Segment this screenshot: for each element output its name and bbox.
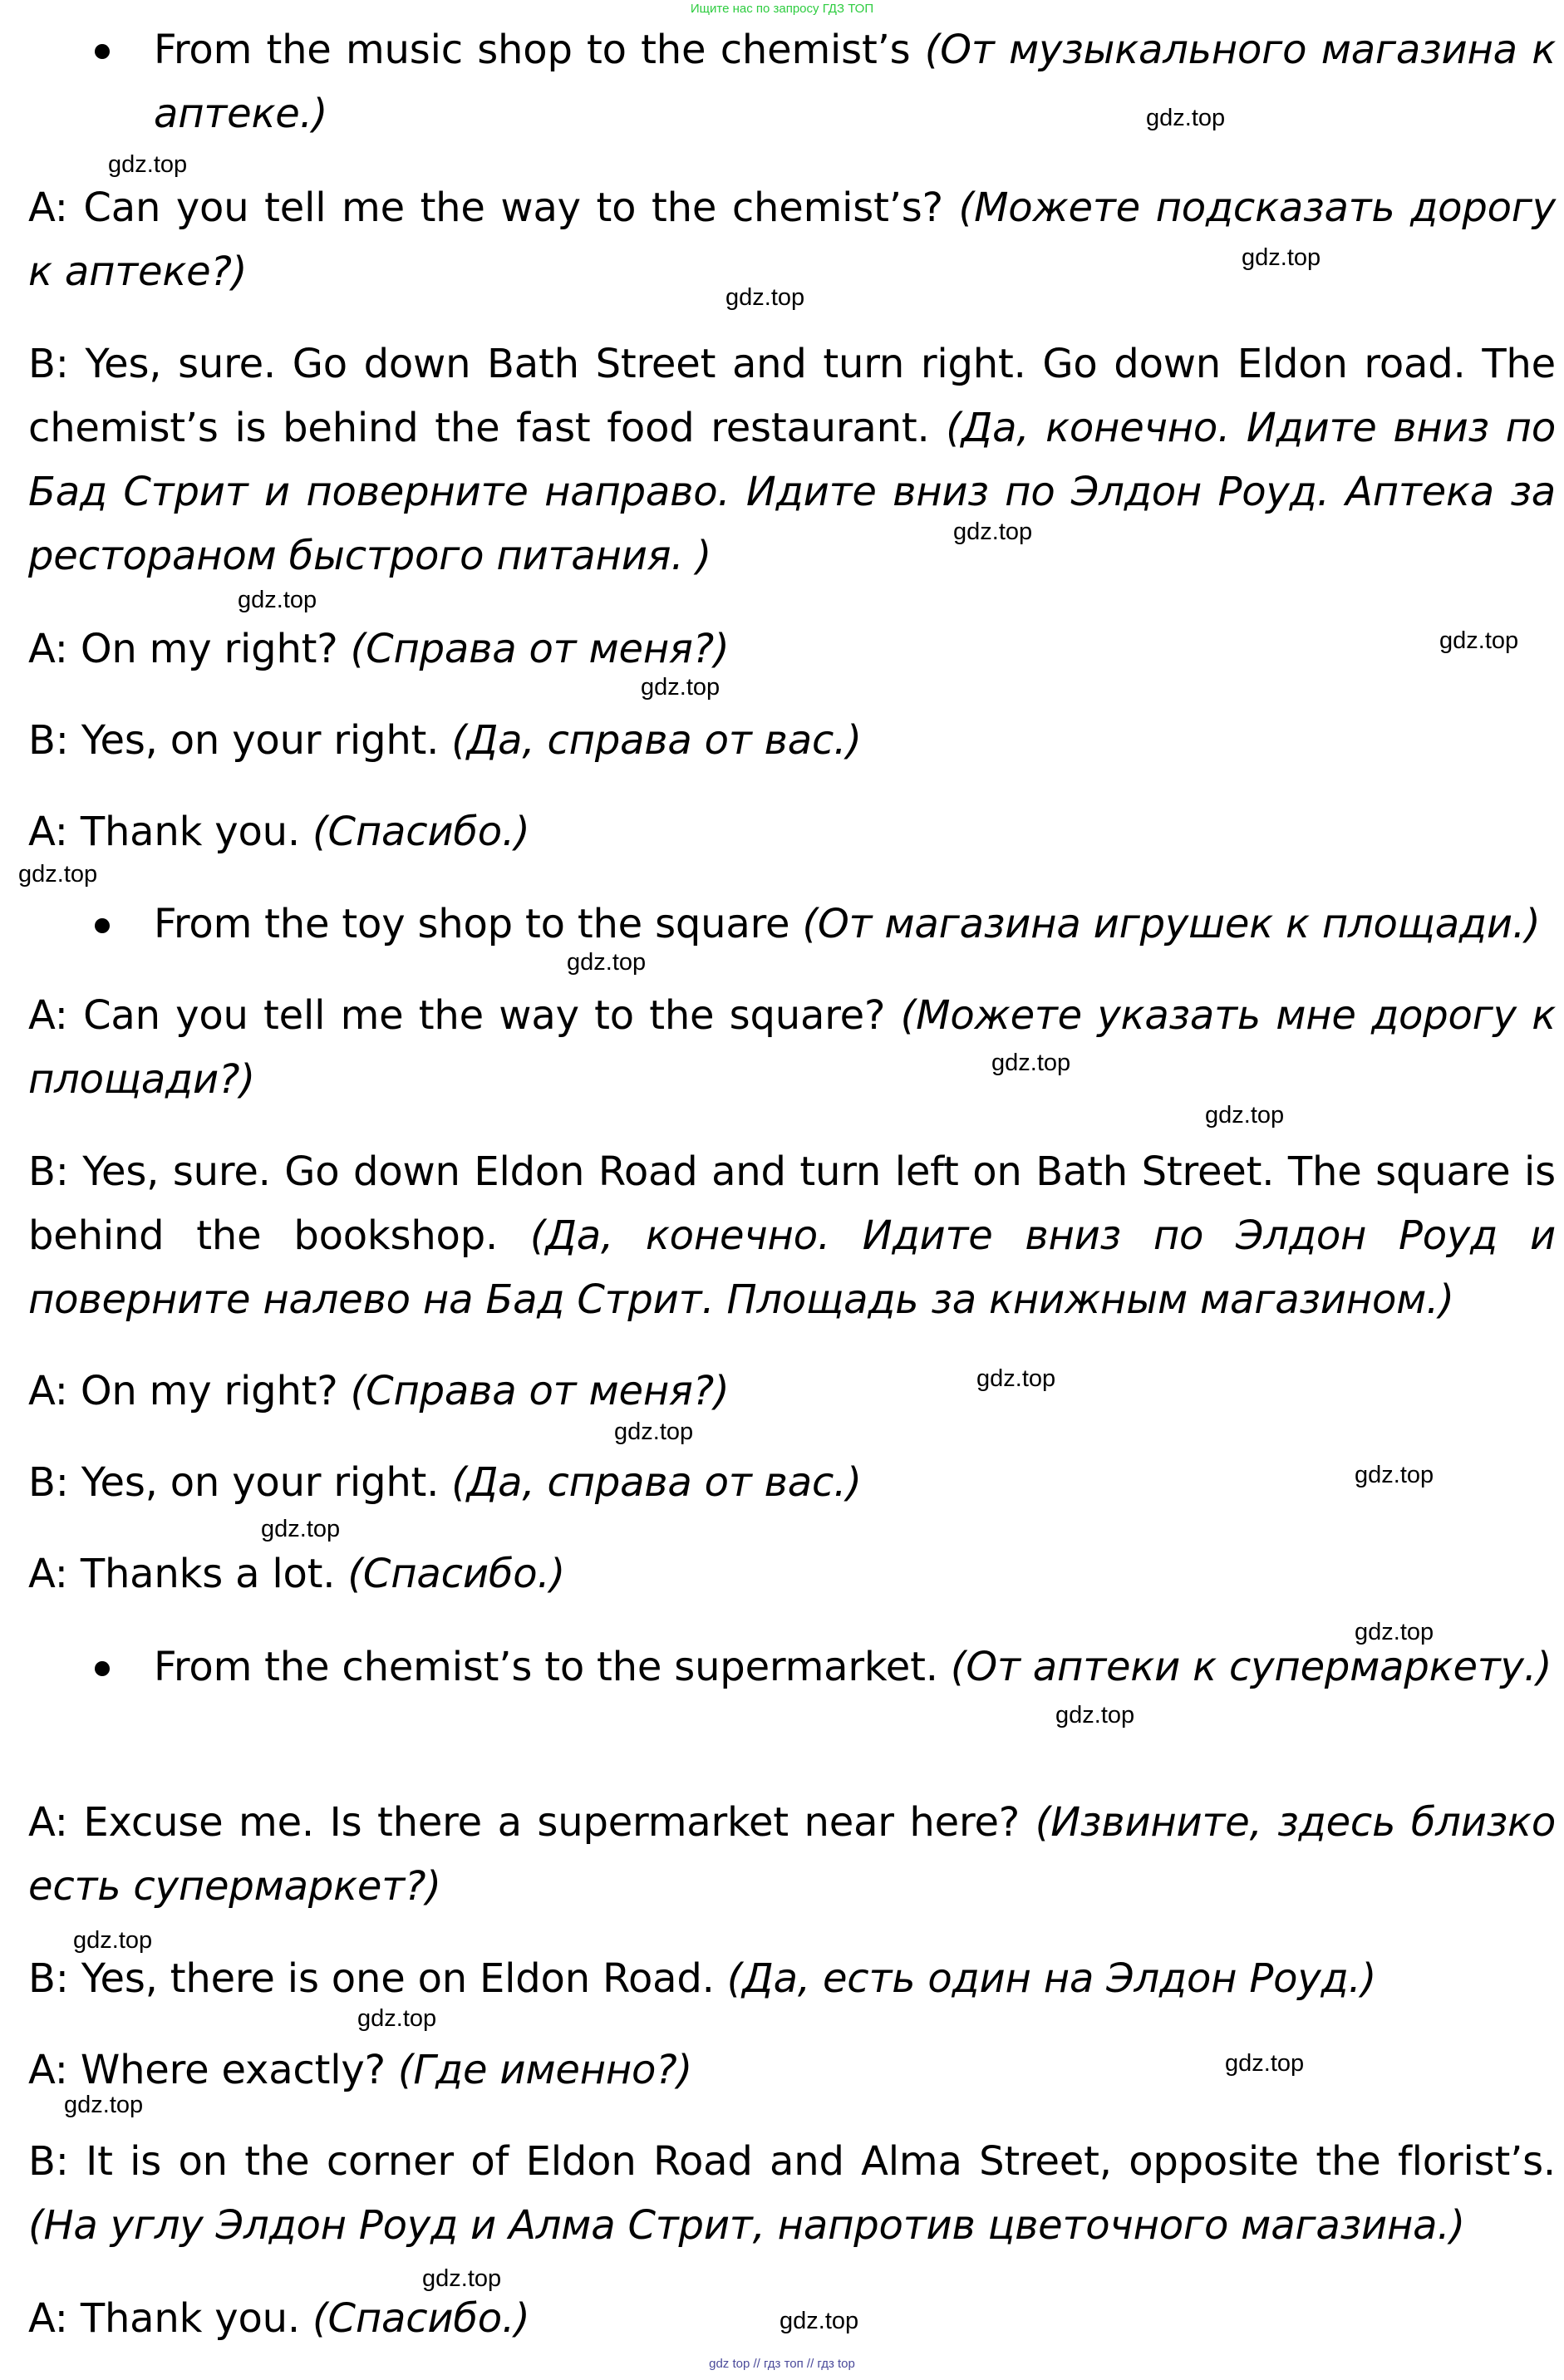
russian-translation: (Справа от меня?)	[350, 626, 730, 672]
watermark: gdz.top	[73, 1927, 153, 1954]
english-text: A: Where exactly?	[28, 2047, 386, 2093]
watermark: gdz.top	[780, 2308, 859, 2334]
watermark: gdz.top	[18, 861, 98, 888]
bullet-dot	[95, 44, 110, 59]
bullet-dot	[95, 1661, 110, 1676]
bullet-dot	[95, 918, 110, 933]
russian-translation: (Да, конечно. Идите вниз по Бад Стрит и поверните направо. Идите вниз по Элдон Роуд. Аптека за рестораном быстрого питания. )	[28, 405, 1556, 579]
russian-translation: (Да, есть один на Элдон Роуд.)	[726, 1955, 1377, 2002]
russian-translation: (Можете подсказать дорогу к аптеке?)	[28, 184, 1556, 295]
english-text: A: On my right?	[28, 626, 338, 672]
watermark: gdz.top	[1225, 2050, 1305, 2077]
watermark: gdz.top	[1355, 1619, 1434, 1645]
russian-translation: (От магазина игрушек к площади.)	[802, 901, 1541, 947]
watermark: gdz.top	[725, 284, 805, 311]
watermark: gdz.top	[1055, 1702, 1135, 1728]
russian-translation: (Где именно?)	[397, 2047, 693, 2093]
dialogue-line	[28, 709, 1556, 773]
english-text: B: Yes, sure. Go down Bath Street and turn right. Go down Eldon road. The chemist’s is behind the fast food restaurant.	[28, 341, 1556, 451]
dialogue-line	[28, 617, 1556, 681]
footer[interactable]: gdz top // гдз топ // гдз top	[709, 2357, 855, 2371]
watermark: gdz.top	[238, 587, 317, 613]
dialogue-line	[28, 332, 1556, 588]
watermark: gdz.top	[1355, 1462, 1434, 1488]
english-text: A: On my right?	[28, 1368, 338, 1414]
watermark: gdz.top	[261, 1516, 341, 1542]
watermark: gdz.top	[357, 2005, 437, 2032]
dialogue-line	[28, 1947, 1556, 2011]
bullet-heading	[154, 893, 1556, 956]
watermark: gdz.top	[422, 2265, 502, 2292]
watermark: gdz.top	[953, 519, 1033, 545]
dialogue-line	[28, 1360, 1556, 1424]
watermark: gdz.top	[1439, 627, 1519, 654]
russian-translation: (Спасибо.)	[347, 1551, 565, 1597]
dialogue-line	[28, 1791, 1556, 1919]
watermark: gdz.top	[976, 1365, 1056, 1392]
english-text: From the music shop to the chemist’s	[154, 27, 911, 73]
watermark: gdz.top	[614, 1419, 694, 1445]
russian-translation: (От аптеки к супермаркету.)	[950, 1644, 1552, 1690]
english-text: B: Yes, there is one on Eldon Road.	[28, 1955, 715, 2002]
english-text: B: It is on the corner of Eldon Road and Alma Street, opposite the florist’s.	[28, 2138, 1556, 2185]
russian-translation: (Спасибо.)	[312, 809, 530, 855]
russian-translation: (Да, справа от вас.)	[451, 717, 862, 764]
russian-translation: (Справа от меня?)	[350, 1368, 730, 1414]
english-text: A: Thank you.	[28, 809, 300, 855]
english-text: A: Can you tell me the way to the square?	[28, 992, 886, 1039]
russian-translation: (Можете указать мне дорогу к площади?)	[28, 992, 1556, 1103]
russian-translation: (На углу Элдон Роуд и Алма Стрит, напротив цветочного магазина.)	[28, 2202, 1465, 2249]
dialogue-line	[28, 800, 1556, 864]
bullet-heading	[154, 1635, 1556, 1699]
russian-translation: (Извините, здесь близко есть супермаркет?)	[28, 1799, 1556, 1910]
watermark: gdz.top	[1205, 1102, 1285, 1129]
english-text: A: Can you tell me the way to the chemist’s?	[28, 184, 943, 231]
dialogue-line	[28, 2038, 1556, 2102]
russian-translation: (От музыкального магазина к аптеке.)	[154, 27, 1556, 137]
dialogue-line	[28, 1542, 1556, 1606]
dialogue-line	[28, 1451, 1556, 1515]
russian-translation: (Да, конечно. Идите вниз по Элдон Роуд и поверните налево на Бад Стрит. Площадь за книжным магазином.)	[28, 1212, 1556, 1323]
watermark: gdz.top	[991, 1050, 1071, 1076]
english-text: A: Thanks a lot.	[28, 1551, 336, 1597]
russian-translation: (Спасибо.)	[312, 2295, 530, 2342]
dialogue-line	[28, 1140, 1556, 1332]
english-text: From the chemist’s to the supermarket.	[154, 1644, 938, 1690]
english-text: B: Yes, on your right.	[28, 1459, 440, 1506]
english-text: B: Yes, on your right.	[28, 717, 440, 764]
russian-translation: (Да, справа от вас.)	[451, 1459, 862, 1506]
watermark: gdz.top	[108, 151, 188, 178]
watermark: gdz.top	[64, 2092, 144, 2118]
watermark: gdz.top	[641, 674, 721, 701]
dialogue-line	[28, 2130, 1556, 2258]
watermark: gdz.top	[567, 949, 647, 976]
english-text: A: Excuse me. Is there a supermarket near here?	[28, 1799, 1021, 1846]
watermark: gdz.top	[1242, 244, 1321, 271]
bullet-heading	[154, 18, 1556, 146]
english-text: From the toy shop to the square	[154, 901, 790, 947]
english-text: B: Yes, sure. Go down Eldon Road and turn left on Bath Street. The square is behind the bookshop.	[28, 1148, 1556, 1259]
english-text: A: Thank you.	[28, 2295, 300, 2342]
dialogue-line	[28, 984, 1556, 1112]
top-banner[interactable]: Ищите нас по запросу ГДЗ ТОП	[690, 2, 874, 16]
watermark: gdz.top	[1146, 105, 1226, 131]
